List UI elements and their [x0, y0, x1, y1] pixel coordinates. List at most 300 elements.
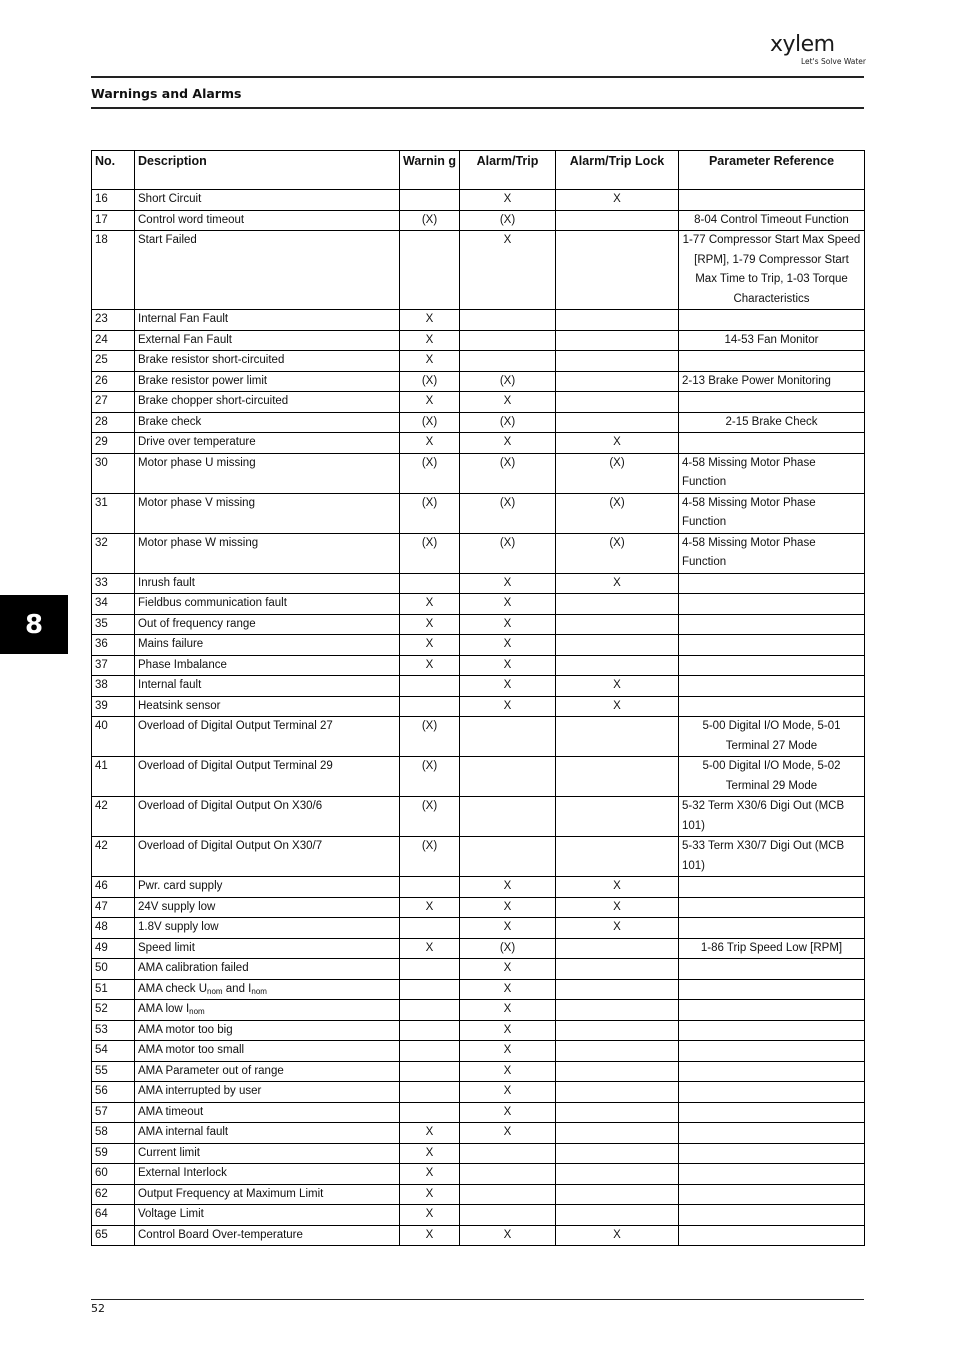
cell-parameter-reference	[679, 1000, 865, 1021]
cell-alarm-trip-lock: X	[556, 897, 679, 918]
cell-number: 48	[92, 918, 135, 939]
cell-alarm-trip-lock	[556, 231, 679, 310]
cell-warning: X	[400, 1143, 460, 1164]
table-row	[92, 330, 865, 351]
cell-alarm-trip: X	[460, 1000, 556, 1021]
cell-alarm-trip: (X)	[460, 453, 556, 493]
cell-alarm-trip-lock: (X)	[556, 493, 679, 533]
cell-warning	[400, 1000, 460, 1021]
cell-alarm-trip-lock	[556, 979, 679, 1000]
header-parameter-reference: Parameter Reference	[679, 151, 865, 190]
cell-number: 57	[92, 1102, 135, 1123]
cell-alarm-trip	[460, 1164, 556, 1185]
cell-alarm-trip-lock	[556, 1184, 679, 1205]
cell-parameter-reference	[679, 1205, 865, 1226]
cell-number: 25	[92, 351, 135, 372]
cell-warning	[400, 959, 460, 980]
cell-number: 58	[92, 1123, 135, 1144]
cell-alarm-trip: (X)	[460, 533, 556, 573]
cell-warning: (X)	[400, 371, 460, 392]
logo-tagline: Let's Solve Water	[801, 57, 866, 66]
header-description: Description	[135, 151, 400, 190]
cell-number: 52	[92, 1000, 135, 1021]
cell-parameter-reference: 4-58 Missing Motor Phase Function	[679, 453, 865, 493]
table-row	[92, 371, 865, 392]
cell-parameter-reference	[679, 614, 865, 635]
cell-alarm-trip: (X)	[460, 371, 556, 392]
cell-description: Pwr. card supply	[135, 877, 400, 898]
cell-alarm-trip: X	[460, 231, 556, 310]
cell-parameter-reference	[679, 1102, 865, 1123]
cell-alarm-trip: (X)	[460, 210, 556, 231]
cell-parameter-reference	[679, 1041, 865, 1062]
cell-warning	[400, 231, 460, 310]
cell-parameter-reference	[679, 310, 865, 331]
section-rule	[91, 107, 864, 109]
table-body	[92, 190, 865, 1246]
table-row	[92, 1041, 865, 1062]
cell-warning: (X)	[400, 837, 460, 877]
cell-alarm-trip: X	[460, 696, 556, 717]
header-alarm-trip: Alarm/Trip	[460, 151, 556, 190]
cell-parameter-reference	[679, 918, 865, 939]
cell-number: 46	[92, 877, 135, 898]
cell-number: 32	[92, 533, 135, 573]
cell-warning	[400, 877, 460, 898]
cell-description: Mains failure	[135, 635, 400, 656]
table-row	[92, 696, 865, 717]
cell-description: AMA timeout	[135, 1102, 400, 1123]
cell-alarm-trip-lock	[556, 371, 679, 392]
cell-description: Voltage Limit	[135, 1205, 400, 1226]
table-row	[92, 1143, 865, 1164]
cell-description: Phase Imbalance	[135, 655, 400, 676]
cell-description: Speed limit	[135, 938, 400, 959]
cell-warning: (X)	[400, 210, 460, 231]
cell-alarm-trip: X	[460, 918, 556, 939]
cell-parameter-reference: 1-86 Trip Speed Low [RPM]	[679, 938, 865, 959]
cell-number: 47	[92, 897, 135, 918]
cell-description: Brake resistor short-circuited	[135, 351, 400, 372]
cell-description: Drive over temperature	[135, 433, 400, 454]
table-row	[92, 1082, 865, 1103]
cell-alarm-trip-lock	[556, 310, 679, 331]
cell-warning: X	[400, 1205, 460, 1226]
cell-alarm-trip: X	[460, 1102, 556, 1123]
cell-warning: X	[400, 433, 460, 454]
table-row	[92, 1102, 865, 1123]
cell-parameter-reference	[679, 433, 865, 454]
cell-number: 28	[92, 412, 135, 433]
cell-warning	[400, 1061, 460, 1082]
cell-number: 31	[92, 493, 135, 533]
cell-alarm-trip: X	[460, 655, 556, 676]
cell-parameter-reference	[679, 1082, 865, 1103]
cell-number: 40	[92, 717, 135, 757]
table-row	[92, 877, 865, 898]
table-row	[92, 231, 865, 310]
cell-description: Start Failed	[135, 231, 400, 310]
cell-description: AMA calibration failed	[135, 959, 400, 980]
cell-parameter-reference: 4-58 Missing Motor Phase Function	[679, 493, 865, 533]
cell-description: Short Circuit	[135, 190, 400, 211]
table-row	[92, 797, 865, 837]
cell-number: 60	[92, 1164, 135, 1185]
header-alarm-trip-lock: Alarm/Trip Lock	[556, 151, 679, 190]
cell-parameter-reference: 1-77 Compressor Start Max Speed [RPM], 1-79 Compressor Start Max Time to Trip, 1-03 Torque Characteristics	[679, 231, 865, 310]
table-row	[92, 392, 865, 413]
cell-parameter-reference: 5-00 Digital I/O Mode, 5-01 Terminal 27 Mode	[679, 717, 865, 757]
cell-number: 34	[92, 594, 135, 615]
cell-parameter-reference	[679, 573, 865, 594]
cell-parameter-reference	[679, 1184, 865, 1205]
cell-parameter-reference: 5-00 Digital I/O Mode, 5-02 Terminal 29 Mode	[679, 757, 865, 797]
header-rule	[91, 76, 864, 78]
table-row	[92, 453, 865, 493]
table-row	[92, 635, 865, 656]
cell-alarm-trip-lock	[556, 1041, 679, 1062]
cell-warning: X	[400, 330, 460, 351]
table-row	[92, 210, 865, 231]
cell-alarm-trip	[460, 837, 556, 877]
table-row	[92, 676, 865, 697]
cell-alarm-trip-lock	[556, 1205, 679, 1226]
table-row	[92, 614, 865, 635]
cell-number: 53	[92, 1020, 135, 1041]
cell-alarm-trip	[460, 310, 556, 331]
table-row	[92, 1061, 865, 1082]
cell-description: Overload of Digital Output On X30/7	[135, 837, 400, 877]
cell-warning: (X)	[400, 412, 460, 433]
cell-number: 54	[92, 1041, 135, 1062]
cell-warning: (X)	[400, 493, 460, 533]
table-row	[92, 433, 865, 454]
cell-warning: X	[400, 1123, 460, 1144]
cell-alarm-trip: X	[460, 897, 556, 918]
cell-parameter-reference	[679, 190, 865, 211]
cell-warning	[400, 1102, 460, 1123]
table-row	[92, 979, 865, 1000]
cell-alarm-trip: X	[460, 190, 556, 211]
cell-description: Inrush fault	[135, 573, 400, 594]
cell-parameter-reference	[679, 897, 865, 918]
cell-alarm-trip: X	[460, 979, 556, 1000]
cell-alarm-trip-lock	[556, 594, 679, 615]
cell-parameter-reference	[679, 1020, 865, 1041]
cell-number: 36	[92, 635, 135, 656]
cell-parameter-reference: 2-13 Brake Power Monitoring	[679, 371, 865, 392]
cell-description: Motor phase W missing	[135, 533, 400, 573]
chapter-tab: 8	[0, 595, 68, 654]
table-header-row	[92, 151, 865, 190]
cell-parameter-reference	[679, 1123, 865, 1144]
cell-parameter-reference	[679, 1061, 865, 1082]
cell-alarm-trip-lock: X	[556, 573, 679, 594]
cell-alarm-trip-lock: X	[556, 190, 679, 211]
cell-number: 27	[92, 392, 135, 413]
header-warning: Warnin g	[400, 151, 460, 190]
table-row	[92, 655, 865, 676]
cell-warning: X	[400, 392, 460, 413]
footer-rule	[91, 1299, 864, 1300]
subscript-nom: nom	[189, 1007, 205, 1016]
table-row	[92, 1225, 865, 1246]
table-row	[92, 938, 865, 959]
cell-alarm-trip: X	[460, 676, 556, 697]
cell-alarm-trip: X	[460, 1041, 556, 1062]
cell-number: 62	[92, 1184, 135, 1205]
cell-description: Brake check	[135, 412, 400, 433]
cell-number: 37	[92, 655, 135, 676]
cell-alarm-trip-lock: X	[556, 696, 679, 717]
cell-parameter-reference	[679, 877, 865, 898]
cell-alarm-trip-lock	[556, 938, 679, 959]
cell-alarm-trip-lock	[556, 959, 679, 980]
cell-alarm-trip-lock	[556, 1123, 679, 1144]
cell-description: AMA check $U_{nom}$ and $I_{nom}$	[135, 979, 400, 1000]
cell-description: Motor phase U missing	[135, 453, 400, 493]
table-row	[92, 1184, 865, 1205]
cell-parameter-reference	[679, 392, 865, 413]
cell-description: Internal Fan Fault	[135, 310, 400, 331]
cell-warning: X	[400, 1164, 460, 1185]
cell-number: 41	[92, 757, 135, 797]
cell-warning: (X)	[400, 797, 460, 837]
cell-alarm-trip: X	[460, 959, 556, 980]
cell-description: External Fan Fault	[135, 330, 400, 351]
cell-parameter-reference: 8-04 Control Timeout Function	[679, 210, 865, 231]
cell-description: AMA interrupted by user	[135, 1082, 400, 1103]
cell-warning: X	[400, 1225, 460, 1246]
cell-alarm-trip-lock	[556, 392, 679, 413]
cell-description: Internal fault	[135, 676, 400, 697]
cell-warning: X	[400, 614, 460, 635]
cell-warning	[400, 696, 460, 717]
cell-warning: (X)	[400, 757, 460, 797]
cell-description: AMA Parameter out of range	[135, 1061, 400, 1082]
table-row	[92, 959, 865, 980]
cell-alarm-trip: (X)	[460, 412, 556, 433]
cell-number: 42	[92, 837, 135, 877]
cell-alarm-trip-lock	[556, 757, 679, 797]
cell-description: Out of frequency range	[135, 614, 400, 635]
cell-warning: X	[400, 635, 460, 656]
cell-alarm-trip: X	[460, 1020, 556, 1041]
cell-alarm-trip: X	[460, 573, 556, 594]
cell-alarm-trip: X	[460, 1082, 556, 1103]
cell-alarm-trip-lock	[556, 655, 679, 676]
cell-parameter-reference: 5-32 Term X30/6 Digi Out (MCB 101)	[679, 797, 865, 837]
cell-alarm-trip: X	[460, 433, 556, 454]
cell-alarm-trip-lock: X	[556, 1225, 679, 1246]
cell-number: 42	[92, 797, 135, 837]
cell-warning: (X)	[400, 453, 460, 493]
cell-number: 65	[92, 1225, 135, 1246]
cell-alarm-trip-lock	[556, 635, 679, 656]
cell-number: 23	[92, 310, 135, 331]
cell-number: 26	[92, 371, 135, 392]
cell-description: AMA motor too small	[135, 1041, 400, 1062]
cell-warning	[400, 190, 460, 211]
cell-alarm-trip-lock: (X)	[556, 533, 679, 573]
cell-warning: X	[400, 897, 460, 918]
cell-number: 49	[92, 938, 135, 959]
cell-parameter-reference	[679, 351, 865, 372]
cell-alarm-trip-lock: X	[556, 877, 679, 898]
cell-description: Motor phase V missing	[135, 493, 400, 533]
cell-description: AMA internal fault	[135, 1123, 400, 1144]
cell-parameter-reference	[679, 959, 865, 980]
cell-description: 24V supply low	[135, 897, 400, 918]
cell-parameter-reference	[679, 696, 865, 717]
cell-alarm-trip	[460, 717, 556, 757]
cell-parameter-reference	[679, 1225, 865, 1246]
cell-warning	[400, 573, 460, 594]
table-row	[92, 918, 865, 939]
subscript-nom: nom	[207, 986, 223, 996]
xylem-logo	[770, 34, 866, 74]
cell-alarm-trip-lock	[556, 1143, 679, 1164]
table-row	[92, 533, 865, 573]
cell-description: Brake resistor power limit	[135, 371, 400, 392]
table-row	[92, 1020, 865, 1041]
cell-alarm-trip: X	[460, 1225, 556, 1246]
cell-alarm-trip	[460, 1184, 556, 1205]
cell-number: 39	[92, 696, 135, 717]
cell-number: 51	[92, 979, 135, 1000]
cell-number: 38	[92, 676, 135, 697]
cell-alarm-trip	[460, 797, 556, 837]
cell-alarm-trip-lock	[556, 1082, 679, 1103]
cell-number: 56	[92, 1082, 135, 1103]
table-row	[92, 190, 865, 211]
logo-wordmark: xylem	[770, 32, 835, 57]
cell-parameter-reference	[679, 635, 865, 656]
cell-alarm-trip-lock	[556, 351, 679, 372]
cell-description: 1.8V supply low	[135, 918, 400, 939]
cell-number: 35	[92, 614, 135, 635]
cell-alarm-trip: X	[460, 594, 556, 615]
cell-parameter-reference: 14-53 Fan Monitor	[679, 330, 865, 351]
cell-alarm-trip-lock	[556, 614, 679, 635]
cell-parameter-reference: 5-33 Term X30/7 Digi Out (MCB 101)	[679, 837, 865, 877]
cell-warning: X	[400, 594, 460, 615]
cell-number: 29	[92, 433, 135, 454]
cell-alarm-trip-lock	[556, 412, 679, 433]
cell-warning	[400, 676, 460, 697]
table-row	[92, 310, 865, 331]
table-row	[92, 897, 865, 918]
cell-description: Current limit	[135, 1143, 400, 1164]
cell-number: 64	[92, 1205, 135, 1226]
table-row	[92, 594, 865, 615]
cell-warning: X	[400, 1184, 460, 1205]
cell-alarm-trip-lock: X	[556, 918, 679, 939]
cell-alarm-trip: (X)	[460, 493, 556, 533]
header-no: No.	[92, 151, 135, 190]
cell-alarm-trip	[460, 757, 556, 797]
cell-number: 18	[92, 231, 135, 310]
cell-alarm-trip-lock: X	[556, 433, 679, 454]
page-number: 52	[91, 1302, 105, 1315]
cell-alarm-trip-lock	[556, 1020, 679, 1041]
alarms-table	[91, 150, 865, 1246]
table-row	[92, 573, 865, 594]
cell-alarm-trip: X	[460, 1123, 556, 1144]
table-row	[92, 1205, 865, 1226]
table-row	[92, 1123, 865, 1144]
table-row	[92, 1000, 865, 1021]
cell-parameter-reference	[679, 676, 865, 697]
cell-number: 17	[92, 210, 135, 231]
cell-alarm-trip	[460, 1205, 556, 1226]
cell-parameter-reference	[679, 594, 865, 615]
cell-alarm-trip: X	[460, 392, 556, 413]
cell-description: Output Frequency at Maximum Limit	[135, 1184, 400, 1205]
cell-parameter-reference: 2-15 Brake Check	[679, 412, 865, 433]
cell-alarm-trip-lock	[556, 717, 679, 757]
cell-description: Overload of Digital Output Terminal 29	[135, 757, 400, 797]
cell-alarm-trip-lock	[556, 210, 679, 231]
cell-warning	[400, 918, 460, 939]
cell-warning: X	[400, 655, 460, 676]
cell-warning: (X)	[400, 717, 460, 757]
cell-description: Overload of Digital Output On X30/6	[135, 797, 400, 837]
cell-description: AMA motor too big	[135, 1020, 400, 1041]
cell-parameter-reference	[679, 655, 865, 676]
cell-alarm-trip-lock	[556, 1000, 679, 1021]
cell-alarm-trip-lock	[556, 1164, 679, 1185]
table-row	[92, 757, 865, 797]
cell-warning	[400, 979, 460, 1000]
cell-description: Control Board Over-temperature	[135, 1225, 400, 1246]
cell-number: 59	[92, 1143, 135, 1164]
cell-alarm-trip-lock	[556, 330, 679, 351]
cell-alarm-trip-lock	[556, 837, 679, 877]
cell-number: 33	[92, 573, 135, 594]
cell-parameter-reference: 4-58 Missing Motor Phase Function	[679, 533, 865, 573]
cell-alarm-trip-lock	[556, 1102, 679, 1123]
cell-alarm-trip: X	[460, 877, 556, 898]
cell-alarm-trip	[460, 351, 556, 372]
cell-alarm-trip: X	[460, 635, 556, 656]
cell-number: 50	[92, 959, 135, 980]
cell-number: 16	[92, 190, 135, 211]
cell-alarm-trip: X	[460, 1061, 556, 1082]
cell-alarm-trip	[460, 1143, 556, 1164]
cell-warning	[400, 1082, 460, 1103]
section-title: Warnings and Alarms	[91, 86, 242, 101]
cell-warning: X	[400, 310, 460, 331]
cell-description: Heatsink sensor	[135, 696, 400, 717]
table-row	[92, 351, 865, 372]
cell-description: AMA low $I_{nom}$	[135, 1000, 400, 1021]
cell-warning	[400, 1020, 460, 1041]
cell-parameter-reference	[679, 1143, 865, 1164]
cell-warning: (X)	[400, 533, 460, 573]
cell-alarm-trip: X	[460, 614, 556, 635]
cell-warning: X	[400, 351, 460, 372]
table-row	[92, 1164, 865, 1185]
cell-description: Fieldbus communication fault	[135, 594, 400, 615]
cell-alarm-trip: (X)	[460, 938, 556, 959]
table-row	[92, 837, 865, 877]
cell-warning: X	[400, 938, 460, 959]
cell-number: 55	[92, 1061, 135, 1082]
cell-warning	[400, 1041, 460, 1062]
cell-alarm-trip-lock	[556, 1061, 679, 1082]
cell-alarm-trip-lock	[556, 797, 679, 837]
